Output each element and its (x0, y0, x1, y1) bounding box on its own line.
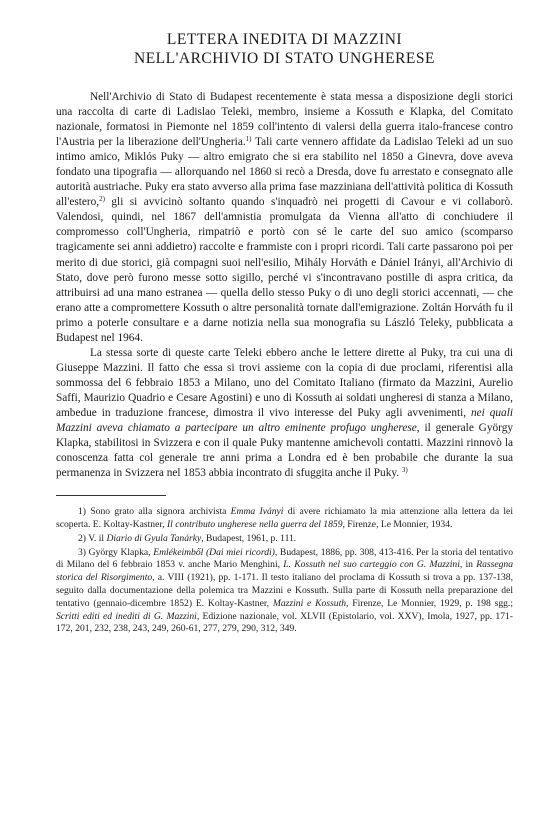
footnote-number: 3) (78, 546, 86, 558)
paragraph-text: Nell'Archivio di Stato di Budapest recentemente è stata messa a disposizione degli storici una raccolta di carte di Ladislao Teleki, membro, insieme a Kossuth e Klapka, del Comitato nazionale, formatosi in Piemonte nel 1859 coll'intento di valersi della guerra italo-francese contro l'Austria per la liberazione dell'Ungheria. (56, 91, 513, 149)
footnote-text: , Firenze, Le Monnier, 1934. (342, 519, 453, 531)
footnote-number: 1) (78, 506, 86, 518)
footnote-text: , Budapest, 1961, p. 111. (201, 532, 297, 544)
footnote-italic: Diario di Gyula Tanárky (106, 532, 202, 544)
footnote-text: , Edizione nazionale, vol. XLVII (Epistolario, vol. XXV), Imola, 1927, pp. 171-172, 201, 232, 238, 243, 249, 260-61, 277, 279, 290, 312, 349. (56, 610, 513, 635)
emphasis-text: nei quali Mazzini aveva chiamato a partecipare un altro eminente profugo ungherese (56, 406, 513, 435)
footnote-text: Sono grato alla signora archivista (90, 506, 231, 518)
footnote-text: di avere richiamato la mia attenzione alla lettera da lei scoperta. E. Koltay-Kastner, (56, 506, 513, 531)
footnote-italic: Mazzini e Kossuth (272, 597, 347, 609)
footnote-ref-3: 3) (401, 466, 408, 475)
footnote-italic: Scritti editi ed inediti di G. Mazzini (56, 610, 197, 622)
paragraph-text: gli si avvicinò soltanto quando s'inquadrò nei progetti di Cavour e vi collaborò. Valendosi, quindi, nel 1867 dell'amnistia promulgata da Vienna all'atto di conchiudere il compromesso coll'Ungheria, rimpatriò e portò con sé le carte del suo amico (scomparso tragicamente sei anni addietro) raccolte e frammiste con i propri ricordi. Tali carte passarono poi per merito di due storici, già compagni suoi nell'esilio, Mihály Horváth e Dániel Irányi, all'Archivio di Stato, dove però furono messe sotto sigillo, perché vi s'incontravano postille di aspra critica, da attribuirsi ad una mano estranea — quella dello stesso Puky o di uno degli storici accennati, — che erano atte a compromettere Kossuth o altre personalità tornate dall'emigrazione. Zoltán Horváth fu il primo a poterle consultare e a darne notizia nella sua monografia su László Teleky, pubblicata a Budapest nel 1964. (56, 196, 513, 344)
page-title (56, 30, 513, 68)
title-line-1: LETTERA INEDITA DI MAZZINI (166, 31, 403, 48)
footnote-italic: Rassegna storica del Risorgimento (56, 559, 513, 584)
footnote-2 (56, 533, 513, 546)
footnote-italic: L. Kossuth nel suo carteggio con G. Mazzini (283, 559, 460, 571)
footnote-italic: Il contributo ungherese nella guerra del 1859 (166, 519, 343, 531)
footnote-divider (56, 495, 166, 496)
footnote-ref-2: 2) (99, 195, 105, 204)
footnote-text: György Klapka, (88, 546, 154, 558)
footnote-italic: Emlékeimből (Dai miei ricordi) (153, 546, 275, 558)
footnote-text: , in (459, 559, 477, 571)
footnote-text: , Budapest, 1886, pp. 308, 413-416. Per la storia del tentativo di Milano del 6 febbraio 1853 v. anche Mario Menghini, (56, 546, 513, 571)
footnote-3 (56, 547, 513, 637)
title-line-2: NELL'ARCHIVIO DI STATO UNGHERESE (134, 50, 435, 67)
footnote-1 (56, 506, 513, 532)
footnote-text: , a. VIII (1921), pp. 1-171. Il testo italiano del proclama di Kossuth si trova a pp. 137-138, seguito dalla documentazione della polemica tra Mazzini e Kossuth. Sulla parte di Kossuth nella preparazione del tentativo (gennaio-dicembre 1852) E. Koltay-Kastner, (56, 572, 513, 609)
footnotes (56, 506, 513, 636)
paragraph-2 (56, 346, 513, 481)
footnote-text: , Firenze, Le Monnier, 1929, p. 198 sgg.; (346, 597, 513, 609)
footnote-ref-1: 1) (245, 135, 252, 144)
article-body (56, 90, 513, 481)
paragraph-1 (56, 90, 513, 346)
footnote-text: V. il (88, 532, 107, 544)
paragraph-text: , il generale György Klapka, stabilitosi in Svizzera e con il quale Puky mantenne amichevoli contatti. Mazzini rinnovò la conoscenza fatta col generale tre anni prima a Londra ed è ben probabile che durante la sua permanenza in Svizzera nel 1853 abbia incontrato di sfuggita anche il Puky. (56, 422, 513, 480)
footnote-number: 2) (78, 532, 86, 544)
footnote-italic: Emma Iványi (230, 506, 284, 518)
paragraph-text: Tali carte vennero affidate da Ladislao Teleki ad un suo intimo amico, Miklós Puky — altro emigrato che si era stabilito nel 1850 a Ginevra, dove aveva fondato una tipografia — allorquando nel 1860 si recò a Dresda, dove fu arrestato e consegnato alle autorità austriache. Puky era stato avverso alla prima fase mazziniana dell'attività politica di Kossuth all'estero, (56, 136, 513, 209)
paragraph-text: La stessa sorte di queste carte Teleki ebbero anche le lettere dirette al Puky, tra cui una di Giuseppe Mazzini. Il fatto che essa si trovi assieme con la copia di due proclami, riferentisi alla sommossa del 6 febbraio 1853 a Milano, uno del Comitato Italiano (firmato da Mazzini, Aurelio Saffi, Maurizio Quadrio e Cesare Agostini) e uno di Kossuth ai soldati ungheresi di stanza a Milano, ambedue in traduzione francese, dimostra il vivo interesse del Puky agli avvenimenti, (56, 346, 513, 419)
